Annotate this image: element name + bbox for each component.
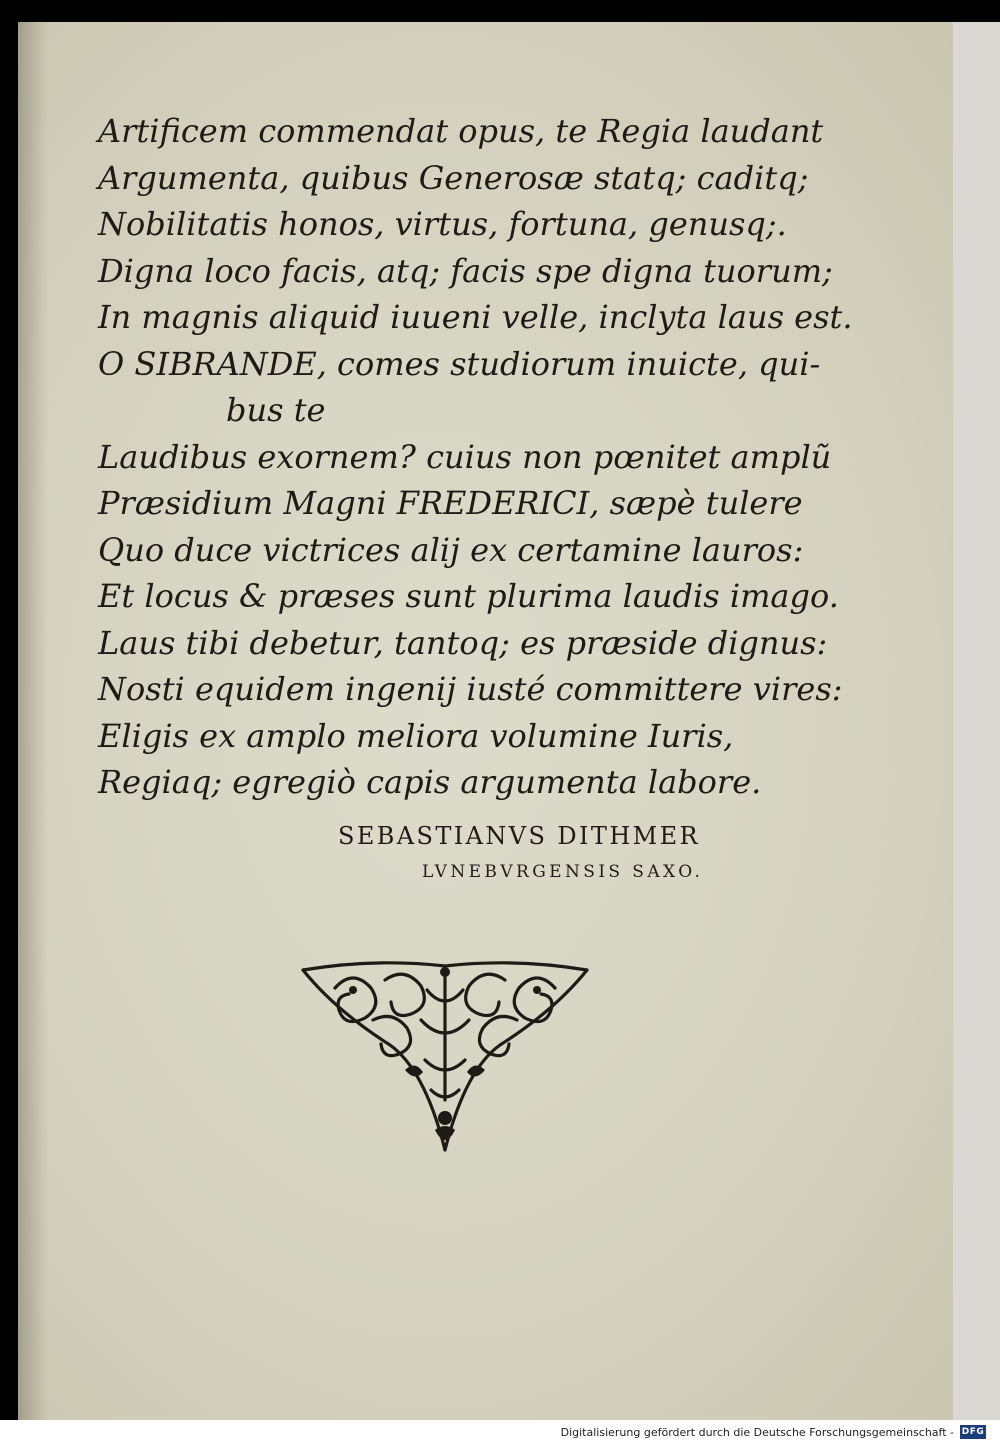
poem-line: Præsidium Magni FREDERICI, sæpè tulere (98, 484, 803, 522)
poem-line: Laudibus exornem? cuius non pœnitet amplũ (98, 437, 832, 476)
author-origin: LVNEBVRGENSIS SAXO. (422, 862, 704, 882)
poem-line: Nosti equidem ingenij iusté committere vires: (98, 670, 843, 708)
poem-line: Eligis ex amplo meliora volumine Iuris, (98, 716, 734, 755)
floral-tailpiece-ornament-icon (295, 950, 595, 1160)
spine-shadow (18, 22, 48, 1420)
poem-line: Nobilitatis honos, virtus, fortuna, genusq;. (98, 205, 787, 243)
funding-credit: Digitalisierung gefördert durch die Deutsche Forschungsgemeinschaft - (560, 1426, 954, 1439)
digitization-footer (0, 1420, 1000, 1451)
poem-line: Laus tibi debetur, tantoq; es præside dignus: (98, 623, 828, 662)
dfg-logo-icon: DFG (961, 1427, 985, 1437)
poem-line: Quo duce victrices alij ex certamine lauros: (98, 530, 804, 569)
poem-line: O SIBRANDE, comes studiorum inuicte, qui- (98, 344, 821, 383)
poem-line: Regiaq; egregiò capis argumenta labore. (98, 763, 762, 801)
poem-text (98, 108, 853, 806)
poem-line: Artificem commendat opus, te Regia laudant (98, 112, 824, 150)
author-name: SEBASTIANVS DITHMER (338, 822, 701, 850)
poem-line: Et locus & præses sunt plurima laudis imago. (98, 577, 839, 615)
poem-line: Argumenta, quibus Generosæ statq; caditq; (98, 158, 809, 197)
poem-line: In magnis aliquid iuueni velle, inclyta laus est. (98, 298, 853, 336)
poem-line: bus te (226, 391, 326, 429)
scan-margin (953, 22, 1000, 1420)
poem-line: Digna loco facis, atq; facis spe digna tuorum; (98, 251, 833, 290)
